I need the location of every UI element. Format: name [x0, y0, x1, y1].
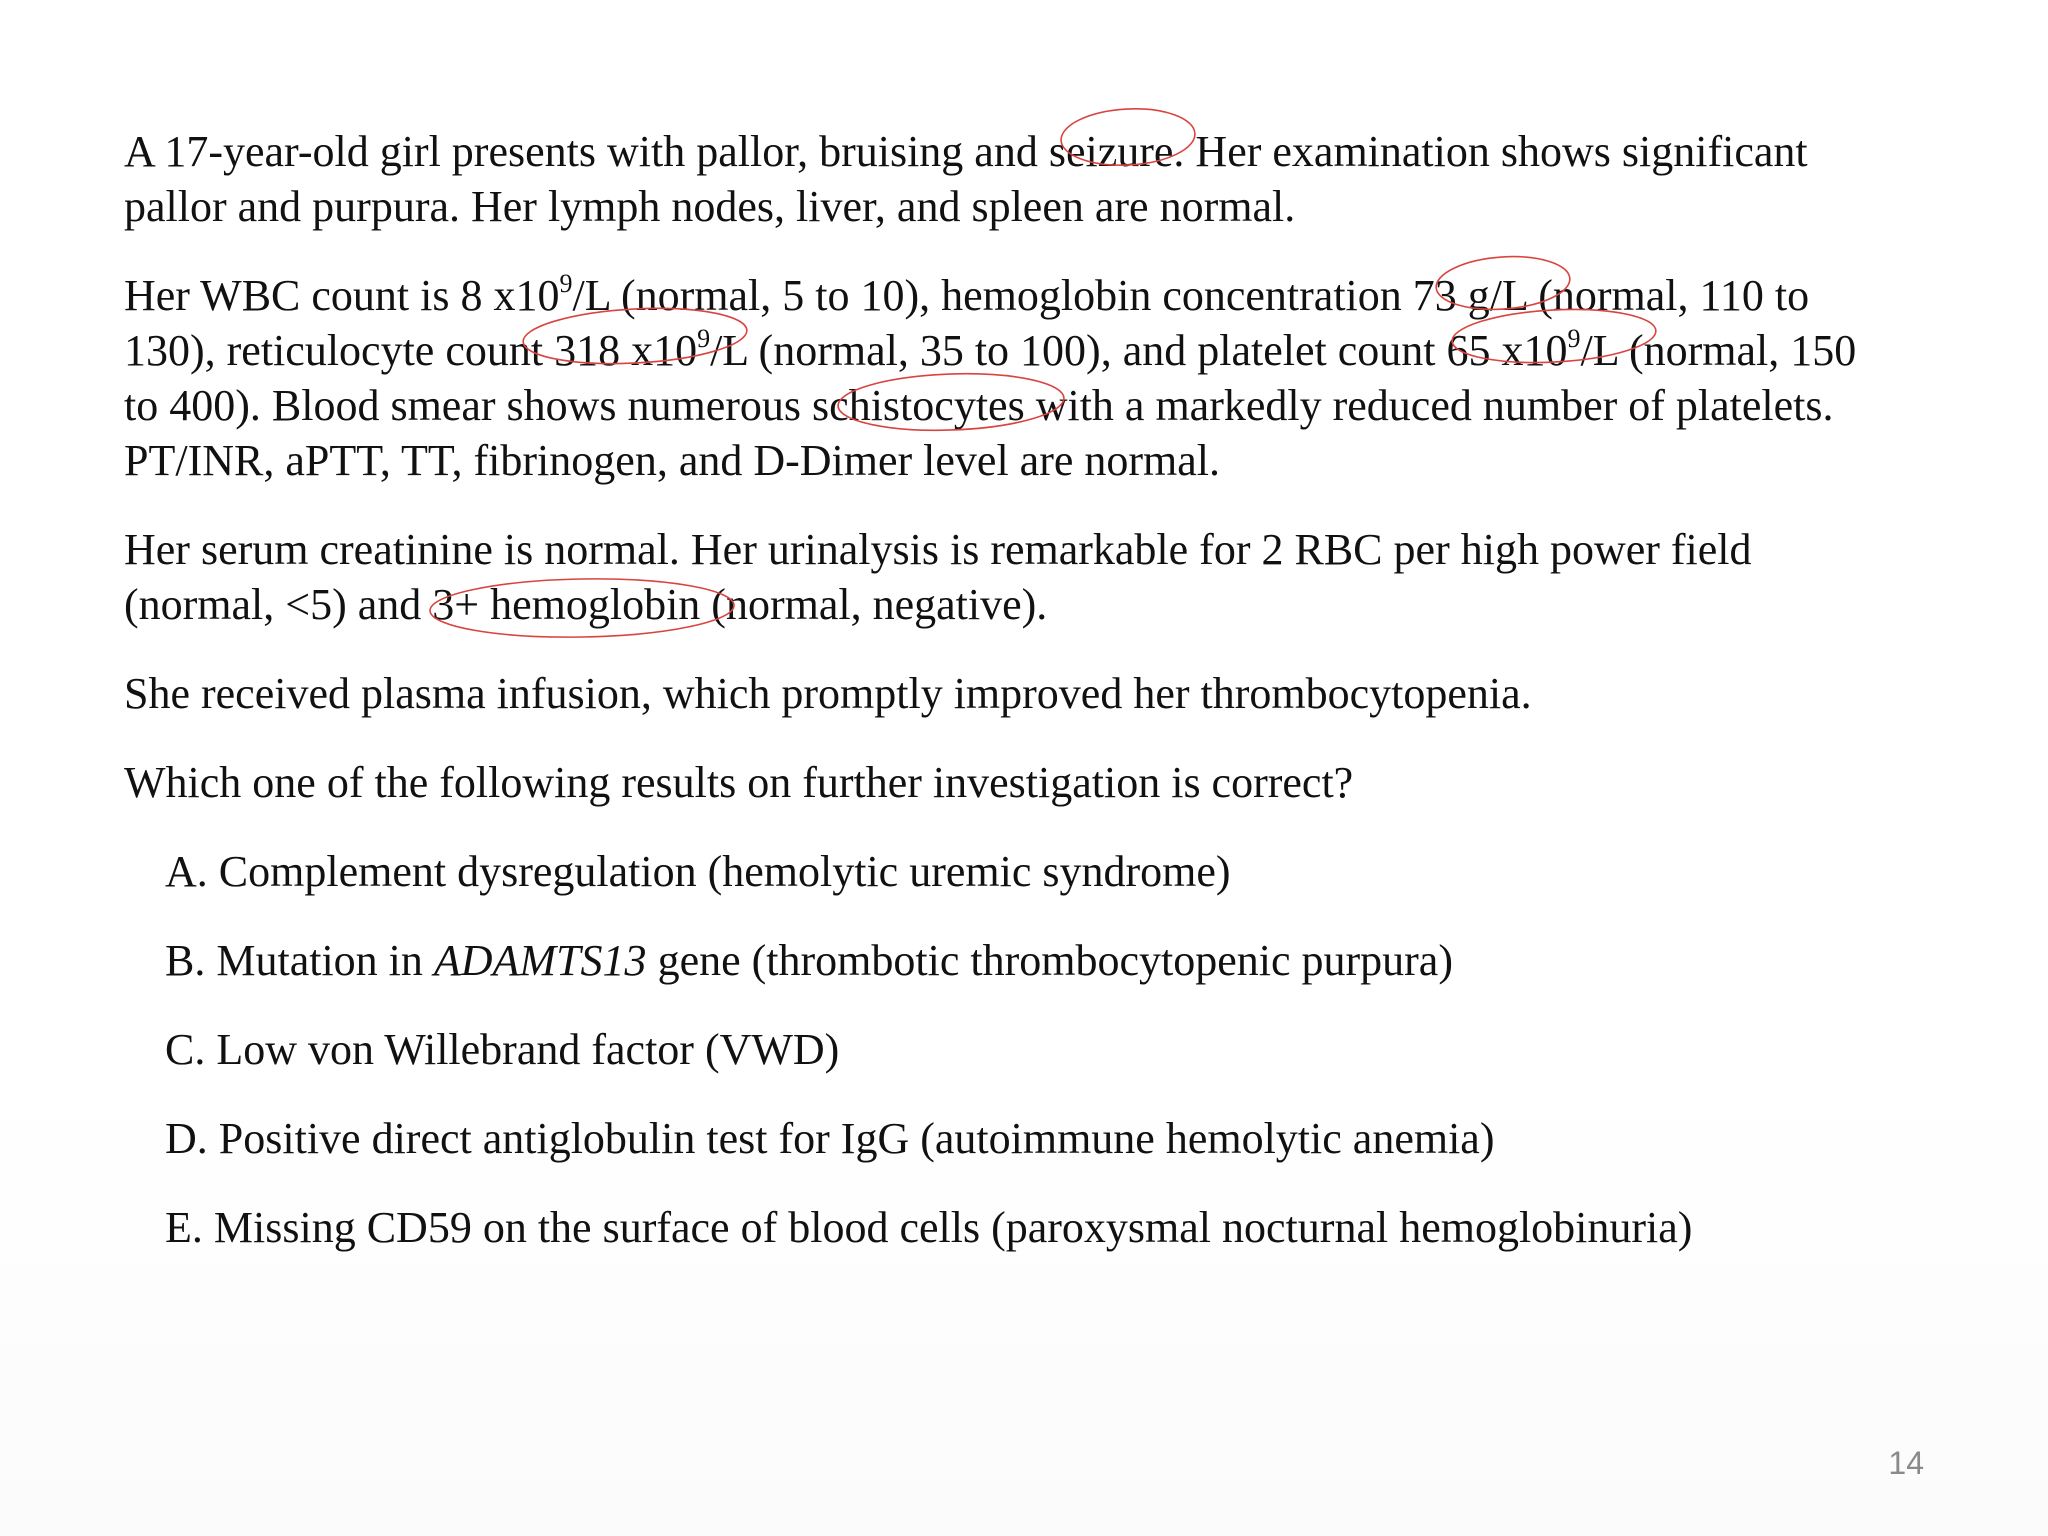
option-b-prefix: B. Mutation in	[165, 936, 434, 985]
exponent: 9	[559, 269, 573, 298]
option-e: E. Missing CD59 on the surface of blood cells (paroxysmal nocturnal hemoglobinuria)	[165, 1203, 1693, 1252]
question-stem: Which one of the following results on further investigation is correct?	[124, 758, 1354, 807]
option-b-suffix: gene (thrombotic thrombocytopenic purpura)	[646, 936, 1453, 985]
wbc-hb-text: /L (normal, 5 to 10), hemoglobin concentration 73 g/L (normal, 110 to	[572, 271, 1810, 320]
text-line: PT/INR, aPTT, TT, fibrinogen, and D-Dimer level are normal.	[124, 436, 1221, 485]
case-presentation-paragraph	[124, 124, 1944, 234]
lab-results-paragraph	[124, 268, 1944, 488]
urinalysis-paragraph	[124, 522, 1944, 632]
text-line: pallor and purpura. Her lymph nodes, liver, and spleen are normal.	[124, 182, 1296, 231]
exponent: 9	[1567, 324, 1581, 353]
text-line: (normal, <5) and 3+ hemoglobin (normal, negative).	[124, 580, 1048, 629]
option-d: D. Positive direct antiglobulin test for IgG (autoimmune hemolytic anemia)	[165, 1114, 1495, 1163]
text-line: A 17-year-old girl presents with pallor, bruising and seizure. Her examination shows significant	[124, 127, 1808, 176]
wbc-text: Her WBC count is 8 x10	[124, 271, 560, 320]
page-number: 14	[1888, 1445, 1924, 1481]
treatment-paragraph: She received plasma infusion, which promptly improved her thrombocytopenia.	[124, 669, 1532, 718]
text-line: to 400). Blood smear shows numerous schistocytes with a markedly reduced number of platelets.	[124, 381, 1834, 430]
text-line	[124, 268, 1944, 323]
option-a: A. Complement dysregulation (hemolytic uremic syndrome)	[165, 847, 1231, 896]
exponent: 9	[697, 324, 711, 353]
text-line: Her serum creatinine is normal. Her urinalysis is remarkable for 2 RBC per high power field	[124, 525, 1752, 574]
platelet-text: /L (normal, 35 to 100), and platelet count 65 x10	[710, 326, 1568, 375]
gene-name: ADAMTS13	[433, 936, 647, 985]
reticulocyte-text: 130), reticulocyte count 318 x10	[124, 326, 698, 375]
option-c: C. Low von Willebrand factor (VWD)	[165, 1025, 840, 1074]
text-line	[124, 323, 1944, 378]
option-b	[165, 933, 1945, 988]
platelet-normal-text: /L (normal, 150	[1580, 326, 1857, 375]
